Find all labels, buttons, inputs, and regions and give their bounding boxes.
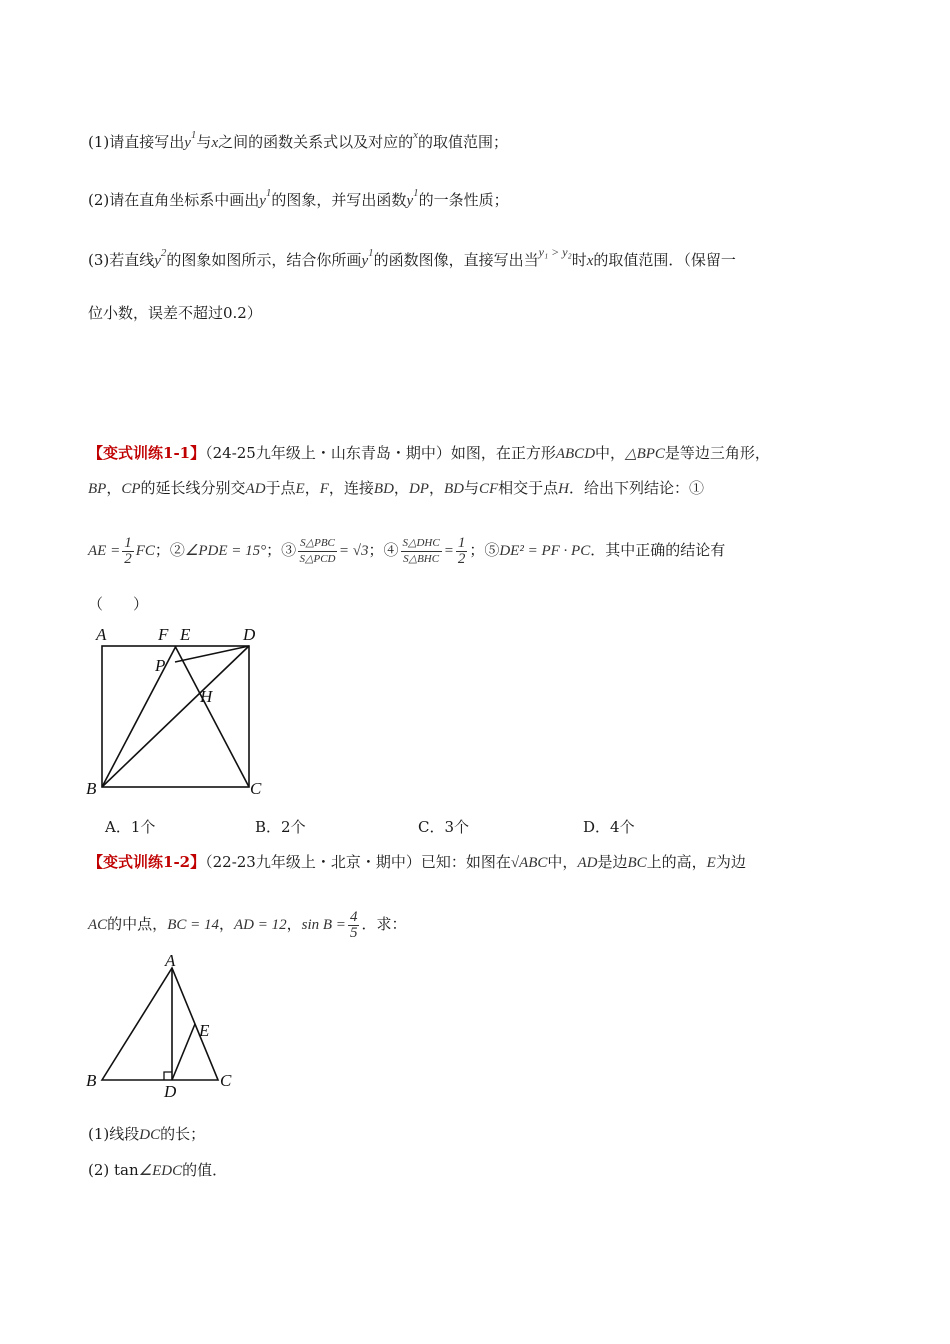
label-p: P [155,656,166,675]
square-figure [82,620,272,800]
sub-question-1: (1)线段DC的长； [88,1125,206,1143]
variant-1-1-conclusions: AE = $\frac{1}{2}$ FC；②∠PDE = 15°；③ $\frac{\text{S△PBC}}{\text{S△PCD}}$ = √3；④ $\frac{\text{S△DHC}}{\text{S△BHC}}$ = $\frac{1}{2}$ ；⑤DE² = PF · PC．其中正确的结论有 [88,534,726,567]
sub-question-2: (2) tan∠EDC的值． [88,1161,228,1179]
label-h: H [200,687,213,706]
label-a: A [96,625,107,644]
variant-1-2-line-1: 【变式训练1-2】（22-23九年级上・北京・期中）已知：如图在√ABC中，AD是边BC上的高，E为边 [88,853,746,871]
question-part-1: (1)请直接写出$y^1$与x之间的函数关系式以及对应的$^x$的取值范围； [88,129,509,151]
variant-tag: 【变式训练1-1】 [88,444,206,462]
label-b: B [86,1071,97,1090]
line-dp [175,646,249,662]
option-c[interactable]: C．3个 [418,818,470,836]
triangle-figure [82,952,252,1102]
question-part-3: (3)若直线$y^2$的图象如图所示，结合你所画$y^1$的函数图像，直接写出当$^{y_1 > y_2}$时x的取值范围．（保留一 [88,245,736,269]
segment-de [172,1024,195,1080]
line-ce [175,646,249,787]
label-f: F [158,625,169,644]
label-e: E [199,1021,210,1040]
label-e: E [180,625,191,644]
diagonal-bd [102,646,249,787]
label-b: B [86,779,97,798]
option-d[interactable]: D．4个 [583,818,635,836]
variant-1-1-line-1: 【变式训练1-1】（24-25九年级上・山东青岛・期中）如图，在正方形ABCD中，△BPC是等边三角形， [88,444,770,462]
variant-tag: 【变式训练1-2】 [88,853,206,871]
label-c: C [250,779,262,798]
option-a[interactable]: A．1个 [105,818,156,836]
label-a: A [165,952,176,970]
label-c: C [220,1071,232,1090]
option-b[interactable]: B．2个 [255,818,306,836]
question-part-3-continued: 位小数，误差不超过0.2） [88,304,262,322]
label-d: D [164,1082,177,1101]
answer-blank: （ ） [88,595,149,613]
variant-1-1-line-2: BP，CP的延长线分别交AD于点E，F，连接BD，DP，BD与CF相交于点H．给出下列结论：① [88,479,705,497]
right-angle-mark [164,1072,172,1080]
question-part-2: (2)请在直角坐标系中画出$y^1$的图象，并写出函数$y^1$的一条性质； [88,187,509,209]
label-d: D [243,625,256,644]
variant-1-2-line-2: AC的中点，BC = 14，AD = 12，sin B = $\frac{4}{5}$ ．求： [88,908,407,941]
